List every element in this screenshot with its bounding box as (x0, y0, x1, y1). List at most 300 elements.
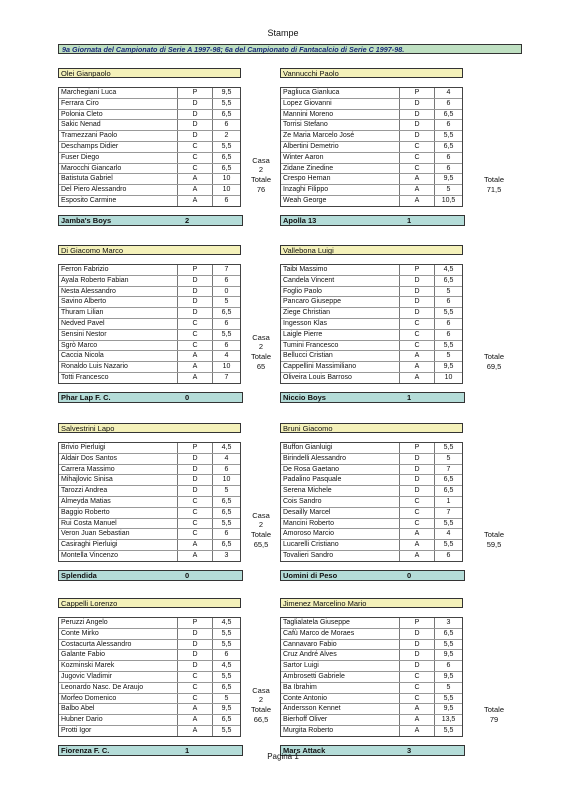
page-footer: Pagina 1 (267, 752, 299, 761)
home-home-field-bonus: 2 (258, 342, 264, 352)
player-name: Peruzzi Angelo (59, 618, 178, 628)
player-row (59, 174, 240, 185)
home-goals: 2 (185, 216, 190, 225)
player-row (281, 276, 462, 287)
player-vote: 4 (224, 454, 229, 462)
player-name: Batistuta Gabriel (59, 174, 178, 184)
player-role: D (178, 308, 213, 318)
player-name: Brivio Pierluigi (59, 443, 178, 453)
player-vote: 3 (446, 619, 451, 626)
player-name: Carrera Massimo (59, 465, 178, 475)
player-row (59, 465, 240, 476)
player-row (59, 153, 240, 164)
player-vote: 6 (224, 651, 229, 659)
player-name: Ronaldo Luis Nazario (59, 362, 178, 372)
player-row (281, 330, 462, 341)
player-name: Desailly Marcel (281, 508, 400, 518)
player-vote: 5,5 (221, 519, 232, 527)
player-name: Leonardo Nasc. De Araujo (59, 683, 178, 693)
player-name: Zidane Zinedine (281, 164, 400, 174)
player-vote: 6 (446, 164, 451, 172)
player-row (281, 551, 462, 561)
player-row (281, 308, 462, 319)
player-row (281, 486, 462, 497)
player-role: C (178, 164, 213, 174)
player-name: Torrisi Stefano (281, 120, 400, 130)
player-role: A (400, 726, 435, 736)
player-row (281, 287, 462, 298)
player-name: Amoroso Marcio (281, 529, 400, 539)
home-total-label: Totale (250, 175, 271, 185)
player-row (281, 640, 462, 651)
home-result-box (58, 570, 243, 581)
player-role: A (400, 351, 435, 361)
player-row (59, 362, 240, 373)
player-role: D (178, 297, 213, 307)
player-vote: 6,5 (221, 309, 232, 317)
home-team-panel (58, 598, 241, 734)
player-vote: 6,5 (221, 153, 232, 161)
home-lineup-table (58, 87, 241, 207)
player-name: Foglio Paolo (281, 287, 400, 297)
player-role: A (178, 185, 213, 195)
home-total-score: 65,5 (253, 540, 269, 549)
player-name: Sensini Nestor (59, 330, 178, 340)
player-row (59, 196, 240, 206)
player-name: Galante Fabio (59, 650, 178, 660)
player-vote: 6,5 (221, 541, 232, 549)
player-name: Tovalieri Sandro (281, 551, 400, 561)
player-name: Inzaghi Filippo (281, 185, 400, 195)
player-role: A (178, 726, 213, 736)
player-role: D (400, 120, 435, 130)
player-row (59, 308, 240, 319)
player-role: A (400, 196, 435, 206)
player-role: A (400, 551, 435, 561)
player-role: A (400, 174, 435, 184)
player-row (281, 131, 462, 142)
player-vote: 5,5 (221, 330, 232, 338)
home-home-field-label: Casa (252, 155, 270, 165)
player-name: De Rosa Gaetano (281, 465, 400, 475)
away-goals: 1 (407, 216, 412, 225)
player-name: Polonia Cleto (59, 110, 178, 120)
player-name: Totti Francesco (59, 373, 178, 383)
player-role: P (178, 443, 213, 453)
home-manager-name: Cappelli Lorenzo (58, 598, 241, 608)
player-vote: 7 (446, 508, 451, 516)
away-team-name: Niccio Boys (283, 393, 326, 402)
player-row (281, 726, 462, 736)
player-role: C (400, 519, 435, 529)
player-row (281, 319, 462, 330)
match-result-bar (58, 570, 522, 581)
player-name: Andersson Kennet (281, 704, 400, 714)
player-role: A (178, 715, 213, 725)
player-role: D (178, 486, 213, 496)
player-row (59, 508, 240, 519)
player-role: D (178, 465, 213, 475)
player-name: Marchegiani Luca (59, 88, 178, 98)
away-manager-name: Jimenez Marcelino Mario (280, 598, 463, 608)
player-row (281, 508, 462, 519)
player-vote: 5,5 (221, 99, 232, 107)
player-vote: 9,5 (443, 672, 454, 680)
player-vote: 10,5 (441, 196, 456, 204)
away-total-label: Totale (483, 352, 504, 362)
player-row (281, 196, 462, 206)
player-vote: 5 (446, 186, 451, 194)
player-vote: 9,5 (443, 705, 454, 713)
player-name: Sgrò Marco (59, 341, 178, 351)
player-name: Nesta Alessandro (59, 287, 178, 297)
player-vote: 6 (224, 319, 229, 327)
player-name: Aldair Dos Santos (59, 454, 178, 464)
player-role: D (400, 661, 435, 671)
away-lineup-table (280, 87, 463, 207)
away-team-panel (280, 245, 463, 381)
player-vote: 7 (446, 465, 451, 473)
player-vote: 5,5 (221, 640, 232, 648)
player-role: C (178, 519, 213, 529)
player-row (281, 454, 462, 465)
player-name: Baggio Roberto (59, 508, 178, 518)
home-home-field-bonus: 2 (258, 520, 264, 530)
player-role: A (178, 174, 213, 184)
player-vote: 6,5 (443, 110, 454, 118)
player-vote: 6 (224, 276, 229, 284)
player-vote: 9,5 (221, 89, 232, 96)
player-name: Balbo Abel (59, 704, 178, 714)
player-name: Kozminski Marek (59, 661, 178, 671)
player-role: A (400, 540, 435, 550)
player-row (281, 351, 462, 362)
player-name: Albertini Demetrio (281, 142, 400, 152)
home-home-field-label: Casa (252, 510, 270, 520)
player-role: A (400, 373, 435, 383)
player-vote: 9,5 (443, 651, 454, 659)
player-vote: 5,5 (443, 726, 454, 734)
player-vote: 5 (446, 454, 451, 462)
player-role: D (400, 308, 435, 318)
player-row (281, 265, 462, 276)
player-vote: 6 (446, 121, 451, 129)
player-vote: 6,5 (221, 683, 232, 691)
player-row (59, 287, 240, 298)
player-vote: 5 (224, 694, 229, 702)
player-vote: 5 (446, 683, 451, 691)
player-row (59, 540, 240, 551)
home-total-score: 65 (256, 362, 266, 371)
player-role: P (400, 265, 435, 275)
player-name: Pagliuca Gianluca (281, 88, 400, 98)
player-row (59, 185, 240, 196)
player-name: Buffon Gianluigi (281, 443, 400, 453)
player-role: C (400, 508, 435, 518)
player-vote: 4 (224, 352, 229, 360)
player-row (59, 351, 240, 362)
player-row (59, 330, 240, 341)
home-team-name: Splendida (61, 571, 97, 580)
player-row (281, 497, 462, 508)
player-vote: 7 (224, 266, 229, 273)
player-row (59, 650, 240, 661)
match-block (58, 598, 522, 770)
player-vote: 5,5 (443, 519, 454, 527)
player-name: Caccia Nicola (59, 351, 178, 361)
player-name: Ze Maria Marcelo José (281, 131, 400, 141)
home-lineup-table (58, 442, 241, 562)
player-vote: 6,5 (221, 164, 232, 172)
player-row (281, 164, 462, 175)
away-result-box (280, 392, 465, 403)
player-role: C (178, 330, 213, 340)
player-role: C (178, 694, 213, 704)
player-row (281, 120, 462, 131)
player-row (281, 88, 462, 99)
player-role: C (178, 153, 213, 163)
player-name: Crespo Hernan (281, 174, 400, 184)
player-row (281, 661, 462, 672)
away-total-label: Totale (483, 175, 504, 185)
player-vote: 6,5 (221, 716, 232, 724)
player-row (281, 174, 462, 185)
away-team-panel (280, 68, 463, 204)
player-row (59, 683, 240, 694)
player-role: C (400, 672, 435, 682)
player-vote: 6,5 (443, 142, 454, 150)
home-total-label: Totale (250, 705, 271, 715)
player-row (281, 683, 462, 694)
player-role: C (400, 497, 435, 507)
away-lineup-table (280, 617, 463, 737)
player-row (59, 88, 240, 99)
player-vote: 5,5 (221, 672, 232, 680)
player-row (59, 475, 240, 486)
player-role: C (400, 330, 435, 340)
player-row (281, 99, 462, 110)
player-role: D (400, 475, 435, 485)
away-goals: 0 (407, 571, 412, 580)
home-lineup-table (58, 617, 241, 737)
player-role: A (178, 362, 213, 372)
player-role: A (400, 529, 435, 539)
home-team-name: Jamba's Boys (61, 216, 112, 225)
player-row (59, 341, 240, 352)
player-name: Serena Michele (281, 486, 400, 496)
player-vote: 6 (446, 99, 451, 107)
player-name: Ferrara Ciro (59, 99, 178, 109)
player-row (59, 164, 240, 175)
player-name: Cruz André Alves (281, 650, 400, 660)
player-name: Cafù Marco de Moraes (281, 629, 400, 639)
home-team-panel (58, 245, 241, 381)
player-role: A (400, 185, 435, 195)
home-home-field-bonus: 2 (258, 165, 264, 175)
player-name: Cannavaro Fabio (281, 640, 400, 650)
player-vote: 5 (446, 287, 451, 295)
player-role: P (400, 443, 435, 453)
away-total-score: 79 (489, 715, 499, 724)
player-vote: 5,5 (221, 629, 232, 637)
player-role: D (178, 120, 213, 130)
player-name: Laigle Pierre (281, 330, 400, 340)
player-name: Tumini Francesco (281, 341, 400, 351)
player-role: C (178, 529, 213, 539)
player-name: Ziege Christian (281, 308, 400, 318)
player-vote: 6,5 (221, 497, 232, 505)
away-team-name: Apolla 13 (283, 216, 317, 225)
player-name: Casiraghi Pierluigi (59, 540, 178, 550)
player-row (281, 672, 462, 683)
away-team-panel (280, 423, 463, 559)
player-name: Candela Vincent (281, 276, 400, 286)
player-row (281, 519, 462, 530)
player-role: C (178, 142, 213, 152)
player-row (59, 661, 240, 672)
player-role: A (400, 704, 435, 714)
player-vote: 5 (224, 487, 229, 495)
player-row (59, 454, 240, 465)
player-name: Thuram Lilian (59, 308, 178, 318)
player-row (59, 715, 240, 726)
player-vote: 2 (224, 132, 229, 140)
player-role: D (178, 661, 213, 671)
player-row (281, 465, 462, 476)
home-team-panel (58, 423, 241, 559)
player-name: Bellucci Cristian (281, 351, 400, 361)
player-name: Morfeo Domenico (59, 694, 178, 704)
player-role: D (400, 629, 435, 639)
player-row (281, 629, 462, 640)
player-role: D (178, 131, 213, 141)
player-row (59, 497, 240, 508)
player-name: Nedved Pavel (59, 319, 178, 329)
player-role: A (178, 540, 213, 550)
player-role: C (178, 497, 213, 507)
player-row (59, 297, 240, 308)
player-row (59, 529, 240, 540)
player-name: Savino Alberto (59, 297, 178, 307)
away-team-panel (280, 598, 463, 734)
player-row (59, 486, 240, 497)
player-row (281, 373, 462, 383)
player-name: Conte Antonio (281, 694, 400, 704)
player-vote: 4 (446, 530, 451, 538)
player-role: D (400, 276, 435, 286)
player-vote: 7 (224, 373, 229, 381)
player-name: Padalino Pasquale (281, 475, 400, 485)
player-row (59, 629, 240, 640)
player-role: D (178, 454, 213, 464)
away-total-label: Totale (483, 705, 504, 715)
player-name: Cois Sandro (281, 497, 400, 507)
away-goals: 1 (407, 393, 412, 402)
player-vote: 9,5 (443, 175, 454, 183)
home-home-field-label: Casa (252, 685, 270, 695)
player-name: Protti Igor (59, 726, 178, 736)
player-vote: 5,5 (443, 132, 454, 140)
match-result-bar (58, 392, 522, 403)
round-banner: 9a Giornata del Campionato di Serie A 1997-98; 6a del Campionato di Fantacalcio di Serie C 1997-98. (58, 44, 522, 54)
player-name: Mannini Moreno (281, 110, 400, 120)
player-vote: 6 (446, 298, 451, 306)
player-role: P (178, 618, 213, 628)
player-row (59, 373, 240, 383)
player-row (281, 362, 462, 373)
away-manager-name: Vannucchi Paolo (280, 68, 463, 78)
player-role: A (178, 373, 213, 383)
player-vote: 10 (222, 186, 231, 194)
player-name: Almeyda Matias (59, 497, 178, 507)
player-role: A (178, 551, 213, 561)
player-row (281, 540, 462, 551)
player-vote: 6 (224, 465, 229, 473)
home-team-panel (58, 68, 241, 204)
player-row (281, 443, 462, 454)
player-vote: 6 (224, 196, 229, 204)
player-row (59, 265, 240, 276)
player-row (281, 618, 462, 629)
away-total-score: 59,5 (486, 540, 502, 549)
player-role: D (400, 465, 435, 475)
player-vote: 6,5 (443, 629, 454, 637)
player-role: P (400, 618, 435, 628)
player-row (59, 618, 240, 629)
match-block (58, 423, 522, 595)
player-name: Birindelli Alessandro (281, 454, 400, 464)
player-row (59, 519, 240, 530)
player-vote: 9,5 (221, 705, 232, 713)
player-name: Murgita Roberto (281, 726, 400, 736)
away-total-label: Totale (483, 530, 504, 540)
player-name: Sakic Nenad (59, 120, 178, 130)
player-vote: 6 (446, 330, 451, 338)
player-vote: 5 (446, 352, 451, 360)
player-role: D (400, 110, 435, 120)
player-role: A (400, 715, 435, 725)
player-role: D (178, 99, 213, 109)
player-name: Ambrosetti Gabriele (281, 672, 400, 682)
player-row (281, 153, 462, 164)
home-manager-name: Salvestrini Lapo (58, 423, 241, 433)
player-role: A (178, 704, 213, 714)
player-row (281, 185, 462, 196)
player-name: Cappellini Massimiliano (281, 362, 400, 372)
player-vote: 6 (224, 121, 229, 129)
home-total-label: Totale (250, 352, 271, 362)
player-row (59, 443, 240, 454)
player-name: Fuser Diego (59, 153, 178, 163)
player-role: C (178, 683, 213, 693)
player-row (281, 704, 462, 715)
player-name: Marocchi Giancarlo (59, 164, 178, 174)
player-row (59, 142, 240, 153)
player-vote: 10 (222, 363, 231, 371)
player-name: Mancini Roberto (281, 519, 400, 529)
player-name: Taibi Massimo (281, 265, 400, 275)
player-name: Ingesson Klas (281, 319, 400, 329)
player-vote: 4 (446, 89, 451, 96)
player-row (59, 99, 240, 110)
player-role: A (178, 196, 213, 206)
player-role: D (400, 650, 435, 660)
player-vote: 6,5 (221, 508, 232, 516)
player-name: Pancaro Giuseppe (281, 297, 400, 307)
player-name: Bierhoff Oliver (281, 715, 400, 725)
home-team-name: Phar Lap F. C. (61, 393, 111, 402)
player-name: Tramezzani Paolo (59, 131, 178, 141)
